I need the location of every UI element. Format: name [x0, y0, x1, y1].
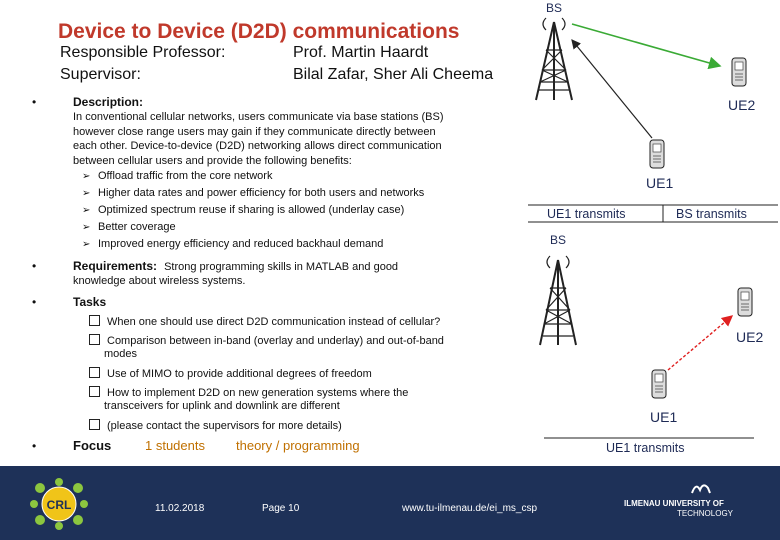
benefit-item: ➢ Optimized spectrum reuse if sharing is allowed (underlay case): [82, 204, 405, 216]
footer-url[interactable]: www.tu-ilmenau.de/ei_ms_csp: [402, 503, 538, 514]
requirements-heading: Requirements:: [73, 259, 158, 273]
footer-date: 11.02.2018: [155, 503, 205, 514]
description-heading: Description:: [73, 95, 144, 109]
focus-label: Focus: [73, 438, 112, 453]
arrow-bullet-icon: ➢: [82, 171, 91, 182]
tasks-heading: Tasks: [73, 295, 107, 309]
description-text: [73, 110, 493, 168]
arrow-bullet-icon: ➢: [82, 188, 91, 199]
bullet-dot: •: [32, 295, 37, 309]
requirements: [73, 259, 398, 273]
responsible-value: Prof. Martin Haardt: [293, 44, 429, 61]
caption-ue1-transmits: UE1 transmits: [606, 441, 685, 455]
arrow-bullet-icon: ➢: [82, 239, 91, 250]
checkbox-bullet-icon: [89, 419, 100, 430]
tu-ilmenau-logo-icon: [690, 480, 712, 496]
task-item-cont: modes: [104, 348, 138, 360]
description-line: each other. Device-to-device (D2D) networking allows direct communication: [73, 140, 442, 152]
benefit-item: ➢ Higher data rates and power efficiency for both users and networks: [82, 187, 425, 199]
focus-students: 1 students: [145, 438, 205, 453]
phone-icon: [652, 370, 666, 398]
task-item: Use of MIMO to provide additional degrees of freedom: [89, 367, 372, 380]
responsible-label: Responsible Professor:: [60, 44, 226, 61]
task-item: How to implement D2D on new generation systems where the: [89, 386, 408, 399]
ue1-label: UE1: [646, 175, 674, 191]
checkbox-bullet-icon: [89, 386, 100, 397]
task-item: Comparison between in-band (overlay and underlay) and out-of-band: [89, 334, 444, 347]
ue2-label: UE2: [736, 329, 764, 345]
ue1-label: UE1: [650, 409, 678, 425]
arrow-bullet-icon: ➢: [82, 205, 91, 216]
benefits-list: [82, 170, 424, 255]
benefit-item: ➢ Improved energy efficiency and reduced backhaul demand: [82, 238, 384, 250]
bs-label: BS: [546, 1, 563, 15]
phone-icon: [738, 288, 752, 316]
page-title: Device to Device (D2D) communications: [58, 20, 460, 43]
focus-topic: theory / programming: [236, 438, 360, 453]
footer-page: Page 10: [262, 503, 300, 514]
task-item: When one should use direct D2D communication instead of cellular?: [89, 315, 440, 328]
black-arrow: [572, 40, 652, 138]
checkbox-bullet-icon: [89, 367, 100, 378]
benefit-item: ➢ Better coverage: [82, 221, 176, 233]
description-line: between cellular users and provide the following benefits:: [73, 154, 352, 167]
university-name-line1: ILMENAU UNIVERSITY OF: [624, 499, 724, 508]
green-arrow: [572, 24, 720, 66]
bullet-dot: •: [32, 95, 37, 109]
arrow-bullet-icon: ➢: [82, 222, 91, 233]
supervisor-value: Bilal Zafar, Sher Ali Cheema: [293, 66, 494, 83]
bs-label: BS: [550, 233, 567, 247]
base-station-tower-icon: [540, 256, 576, 345]
d2d-diagram: [520, 0, 780, 462]
supervisor-label: Supervisor:: [60, 66, 141, 83]
phone-icon: [650, 140, 664, 168]
caption-bs-transmits: BS transmits: [676, 207, 747, 221]
ue2-label: UE2: [728, 97, 756, 113]
task-item-cont: transceivers for uplink and downlink are different: [104, 400, 340, 412]
task-item: (please contact the supervisors for more details): [89, 419, 342, 432]
caption-ue1-transmits: UE1 transmits: [547, 207, 626, 221]
checkbox-bullet-icon: [89, 315, 100, 326]
description-line: however close range users may gain if they communicate directly between: [73, 125, 436, 138]
benefit-item: ➢ Offload traffic from the core network: [82, 170, 273, 182]
bullet-dot: •: [32, 259, 37, 273]
crl-logo: [30, 478, 88, 530]
checkbox-bullet-icon: [89, 334, 100, 345]
base-station-tower-icon: [536, 18, 572, 100]
requirements-text-2: knowledge about wireless systems.: [73, 275, 246, 287]
university-name-line2: TECHNOLOGY: [677, 509, 734, 518]
phone-icon: [732, 58, 746, 86]
requirements-text: Strong programming skills in MATLAB and good: [164, 261, 399, 273]
crl-logo-text: CRL: [46, 498, 72, 512]
bullet-dot: •: [32, 439, 37, 453]
red-dashed-arrow: [668, 316, 732, 370]
description-line: In conventional cellular networks, users communicate via base stations (BS): [73, 111, 444, 123]
